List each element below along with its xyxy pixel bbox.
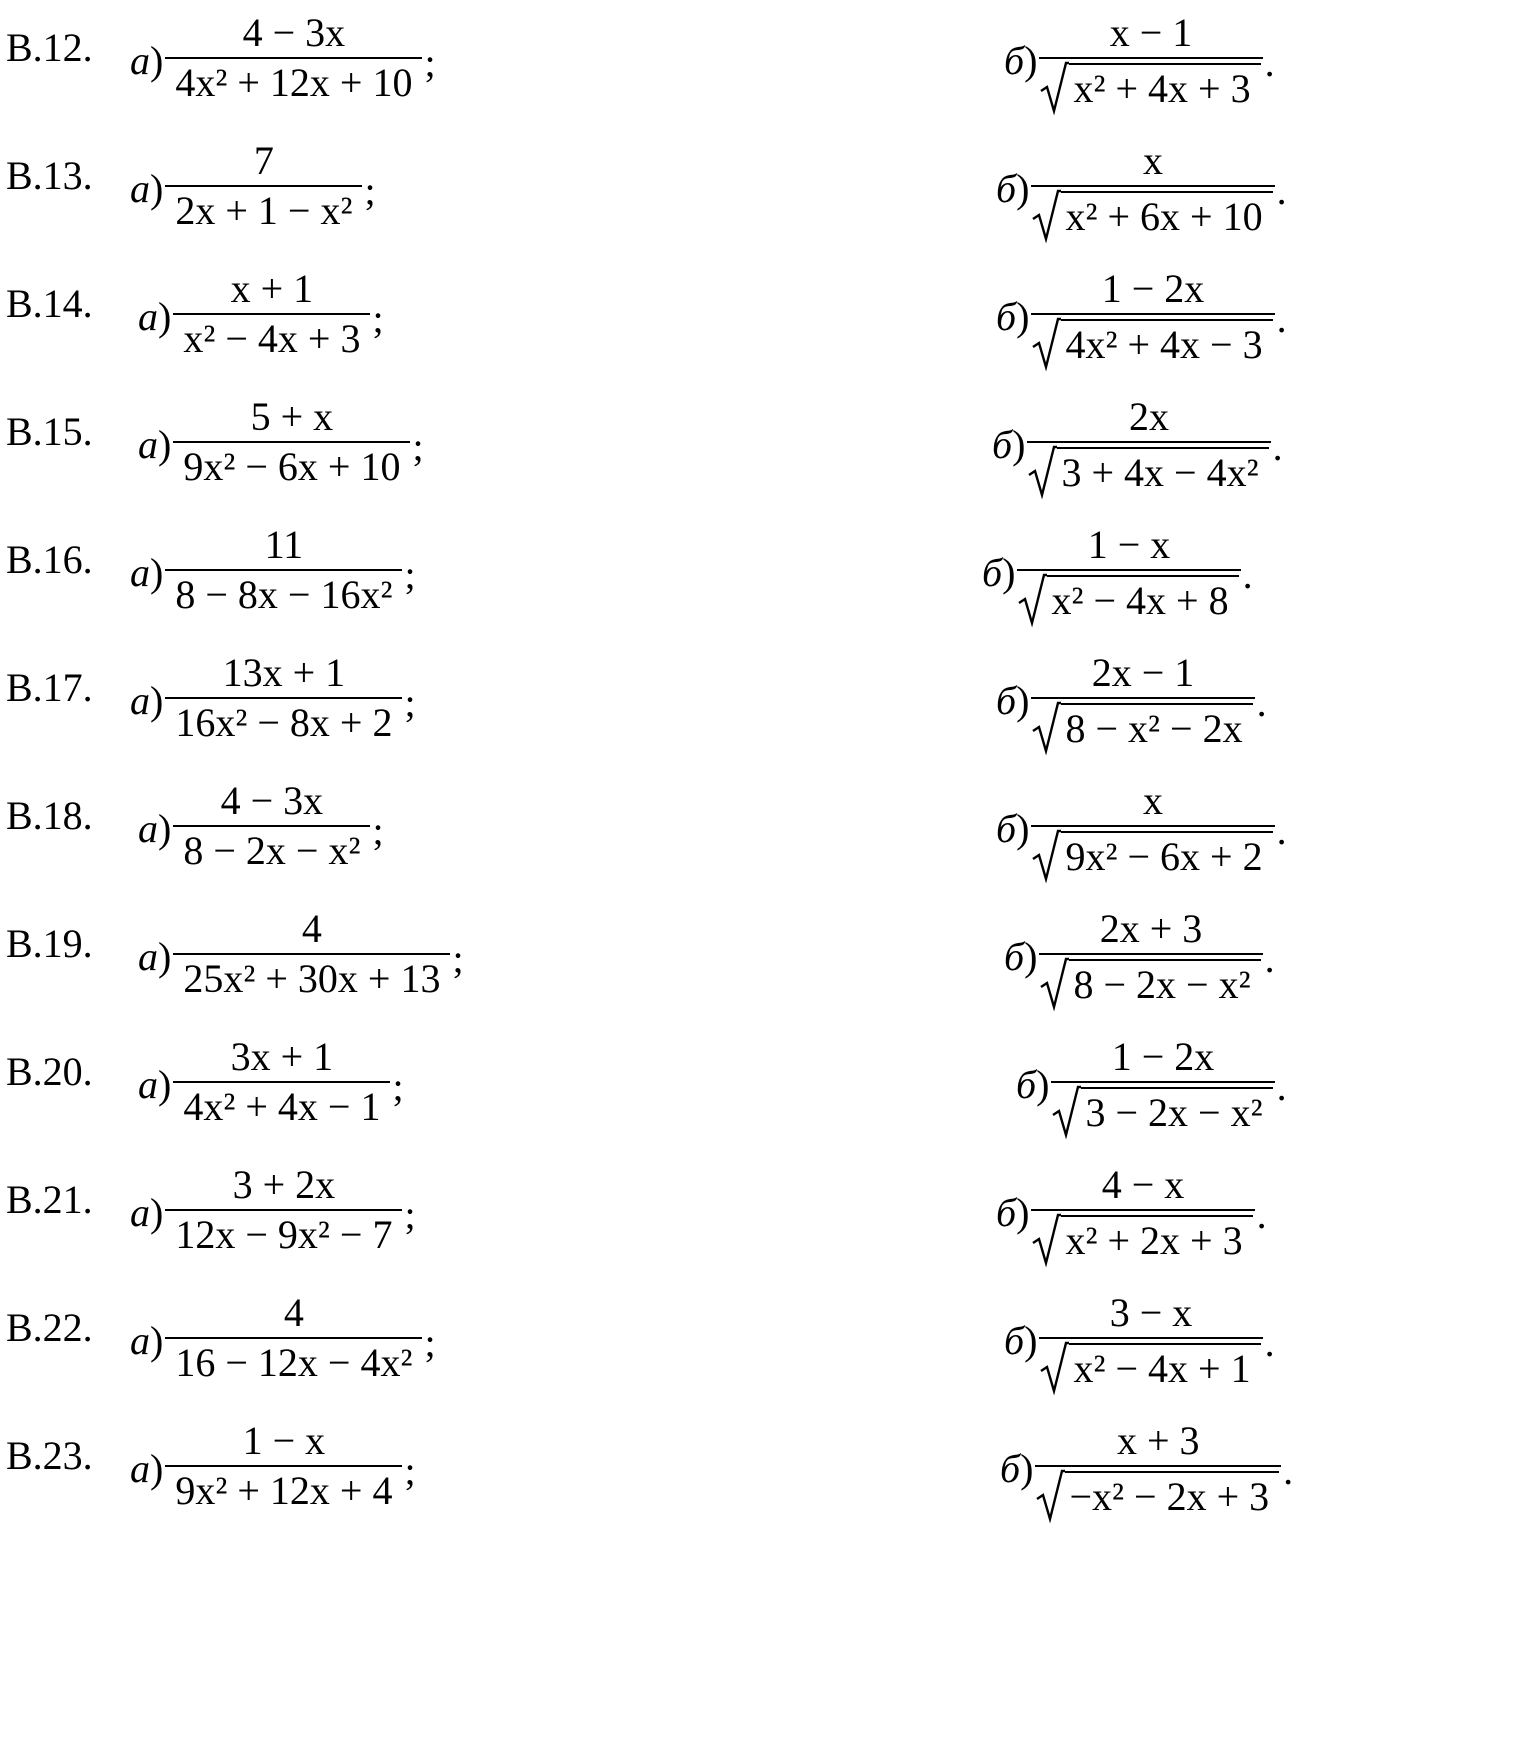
denominator: [1039, 1339, 1262, 1395]
exercise-row: [0, 0, 1523, 120]
part-a-expression: [138, 1024, 404, 1144]
exercise-row: [0, 256, 1523, 376]
part-a-label: а): [130, 1445, 164, 1491]
fraction: [165, 645, 402, 755]
fraction: [165, 1285, 422, 1395]
part-b-letter: б: [996, 293, 1017, 339]
numerator: x − 1: [1109, 10, 1193, 55]
part-a-expression: [130, 1408, 416, 1528]
fraction: [1035, 1413, 1281, 1523]
exercise-row: [0, 128, 1523, 248]
denominator: 16x² − 8x + 2: [175, 700, 393, 745]
radical-sign-icon: [1031, 699, 1061, 755]
part-b-expression: [1004, 896, 1275, 1016]
part-a-label: а): [138, 805, 172, 851]
punctuation: .: [1276, 1063, 1287, 1109]
numerator: x: [1143, 778, 1163, 823]
part-a-letter: а: [138, 293, 158, 339]
denominator: [1031, 827, 1274, 883]
radical-sign-icon: [1031, 315, 1061, 371]
numerator: 7: [253, 138, 274, 183]
part-a-letter: а: [130, 165, 150, 211]
denominator: 16 − 12x − 4x²: [175, 1340, 413, 1385]
part-a-expression: [130, 640, 416, 760]
fraction: [1039, 5, 1262, 115]
radicand: 3 + 4x − 4x²: [1057, 447, 1268, 499]
exercise-row: [0, 1280, 1523, 1400]
part-a-letter: а: [130, 37, 150, 83]
punctuation: ;: [392, 1063, 404, 1109]
radicand: 8 − 2x − x²: [1069, 959, 1260, 1011]
denominator: 25x² + 30x + 13: [183, 956, 441, 1001]
part-a-label: а): [130, 37, 164, 83]
part-b-label: б): [1000, 1445, 1034, 1491]
numerator: 11: [264, 522, 304, 567]
exercise-label: В.21.: [6, 1177, 93, 1222]
exercise-label: В.20.: [6, 1049, 93, 1094]
exercise-label: В.19.: [6, 921, 93, 966]
denominator: [1031, 187, 1274, 243]
punctuation: ;: [364, 167, 376, 213]
numerator: 2x − 1: [1091, 650, 1195, 695]
square-root: [1035, 1467, 1279, 1523]
fraction: [1031, 133, 1274, 243]
fraction: [165, 133, 362, 243]
punctuation: .: [1264, 39, 1275, 85]
square-root: [1031, 187, 1272, 243]
radicand: x² + 6x + 10: [1061, 191, 1272, 243]
square-root: [1039, 59, 1260, 115]
part-b-label: б): [1004, 1317, 1038, 1363]
denominator: 8 − 2x − x²: [183, 828, 361, 873]
numerator: 3x + 1: [230, 1034, 334, 1079]
numerator: 4 − x: [1101, 1162, 1185, 1207]
numerator: 13x + 1: [222, 650, 346, 695]
punctuation: .: [1256, 1191, 1267, 1237]
punctuation: ;: [404, 1447, 416, 1493]
square-root: [1031, 1211, 1252, 1267]
numerator: 3 − x: [1109, 1290, 1193, 1335]
radicand: x² + 4x + 3: [1069, 63, 1260, 115]
denominator: [1031, 699, 1254, 755]
square-root: [1051, 1083, 1272, 1139]
part-a-label: а): [130, 549, 164, 595]
radical-sign-icon: [1039, 59, 1069, 115]
radicand: 3 − 2x − x²: [1081, 1087, 1272, 1139]
radicand: x² − 4x + 1: [1069, 1343, 1260, 1395]
part-b-letter: б: [992, 421, 1013, 467]
punctuation: ;: [452, 935, 464, 981]
denominator: [1035, 1467, 1281, 1523]
exercise-label: В.23.: [6, 1433, 93, 1478]
exercise-label: В.18.: [6, 793, 93, 838]
fraction: [1031, 773, 1274, 883]
radical-sign-icon: [1031, 827, 1061, 883]
denominator: [1031, 1211, 1254, 1267]
exercise-label: В.17.: [6, 665, 93, 710]
radicand: 4x² + 4x − 3: [1061, 319, 1272, 371]
part-a-expression: [130, 1152, 416, 1272]
numerator: 4 − 3x: [220, 778, 324, 823]
radicand: 8 − x² − 2x: [1061, 703, 1252, 755]
part-b-label: б): [1004, 37, 1038, 83]
part-a-expression: [138, 768, 384, 888]
denominator: 12x − 9x² − 7: [175, 1212, 393, 1257]
part-b-expression: [992, 384, 1283, 504]
part-a-letter: а: [130, 677, 150, 723]
part-a-letter: а: [138, 1061, 158, 1107]
square-root: [1031, 827, 1272, 883]
denominator: 8 − 8x − 16x²: [175, 572, 393, 617]
part-b-letter: б: [996, 677, 1017, 723]
fraction: [165, 517, 402, 627]
punctuation: ;: [372, 807, 384, 853]
numerator: 1 − 2x: [1101, 266, 1205, 311]
part-b-letter: б: [996, 165, 1017, 211]
part-a-expression: [138, 384, 424, 504]
part-b-label: б): [982, 549, 1016, 595]
numerator: 2x: [1129, 394, 1169, 439]
exercise-row: [0, 768, 1523, 888]
numerator: 4: [301, 906, 322, 951]
square-root: [1017, 571, 1238, 627]
punctuation: ;: [404, 551, 416, 597]
part-b-label: б): [1004, 933, 1038, 979]
part-a-label: а): [138, 421, 172, 467]
fraction: [173, 901, 450, 1011]
part-a-label: а): [138, 293, 172, 339]
part-b-expression: [996, 256, 1287, 376]
exercise-row: [0, 896, 1523, 1016]
fraction: [1031, 1157, 1254, 1267]
punctuation: ;: [404, 1191, 416, 1237]
part-a-label: а): [130, 1317, 164, 1363]
numerator: x + 3: [1117, 1418, 1200, 1463]
part-b-letter: б: [982, 549, 1003, 595]
fraction: [1039, 1285, 1262, 1395]
fraction: [1031, 645, 1254, 755]
fraction: [165, 1157, 402, 1267]
radical-sign-icon: [1039, 955, 1069, 1011]
radicand: 9x² − 6x + 2: [1061, 831, 1272, 883]
radical-sign-icon: [1017, 571, 1047, 627]
part-b-label: б): [992, 421, 1026, 467]
part-a-letter: а: [130, 1445, 150, 1491]
exercise-label: В.12.: [6, 25, 93, 70]
part-b-letter: б: [1004, 1317, 1025, 1363]
denominator: 4x² + 4x − 1: [183, 1084, 381, 1129]
numerator: x: [1143, 138, 1163, 183]
numerator: 4: [283, 1290, 304, 1335]
denominator: [1039, 59, 1262, 115]
exercise-label: В.16.: [6, 537, 93, 582]
numerator: 3 + 2x: [232, 1162, 336, 1207]
punctuation: ;: [412, 423, 424, 469]
part-b-expression: [996, 128, 1287, 248]
denominator: [1031, 315, 1274, 371]
numerator: 5 + x: [250, 394, 334, 439]
square-root: [1027, 443, 1268, 499]
part-a-letter: а: [138, 421, 158, 467]
punctuation: .: [1276, 167, 1287, 213]
denominator: [1027, 443, 1270, 499]
radical-sign-icon: [1035, 1467, 1065, 1523]
part-b-label: б): [1016, 1061, 1050, 1107]
radical-sign-icon: [1039, 1339, 1069, 1395]
exercise-row: [0, 1152, 1523, 1272]
punctuation: .: [1264, 935, 1275, 981]
denominator: 4x² + 12x + 10: [175, 60, 413, 105]
part-b-expression: [996, 640, 1267, 760]
radical-sign-icon: [1051, 1083, 1081, 1139]
part-a-letter: а: [138, 933, 158, 979]
part-a-label: а): [138, 933, 172, 979]
part-a-expression: [138, 256, 384, 376]
part-a-expression: [130, 0, 436, 120]
punctuation: .: [1242, 551, 1253, 597]
part-b-expression: [1016, 1024, 1287, 1144]
part-b-expression: [996, 1152, 1267, 1272]
fraction: [165, 5, 422, 115]
fraction: [1039, 901, 1262, 1011]
exercise-row: [0, 1024, 1523, 1144]
denominator: 9x² − 6x + 10: [183, 444, 401, 489]
fraction: [173, 389, 410, 499]
fraction: [173, 1029, 390, 1139]
part-a-letter: а: [138, 805, 158, 851]
numerator: 4 − 3x: [242, 10, 346, 55]
part-a-expression: [130, 512, 416, 632]
part-b-label: б): [996, 1189, 1030, 1235]
part-a-label: а): [130, 1189, 164, 1235]
denominator: 9x² + 12x + 4: [175, 1468, 393, 1513]
numerator: 1 − 2x: [1111, 1034, 1215, 1079]
part-b-label: б): [996, 293, 1030, 339]
exercise-row: [0, 384, 1523, 504]
part-b-letter: б: [996, 1189, 1017, 1235]
square-root: [1031, 699, 1252, 755]
part-a-label: а): [130, 165, 164, 211]
square-root: [1039, 955, 1260, 1011]
punctuation: .: [1272, 423, 1283, 469]
fraction: [1031, 261, 1274, 371]
part-b-expression: [1004, 1280, 1275, 1400]
fraction: [1017, 517, 1240, 627]
fraction: [165, 1413, 402, 1523]
part-b-letter: б: [1004, 37, 1025, 83]
denominator: 2x + 1 − x²: [175, 188, 353, 233]
radicand: −x² − 2x + 3: [1065, 1471, 1279, 1523]
part-b-letter: б: [1004, 933, 1025, 979]
punctuation: .: [1283, 1447, 1294, 1493]
fraction: [1051, 1029, 1274, 1139]
part-b-expression: [1000, 1408, 1293, 1528]
denominator: [1051, 1083, 1274, 1139]
exercise-row: [0, 512, 1523, 632]
part-b-letter: б: [996, 805, 1017, 851]
punctuation: .: [1276, 295, 1287, 341]
part-b-letter: б: [1016, 1061, 1037, 1107]
part-a-label: а): [130, 677, 164, 723]
numerator: 1 − x: [242, 1418, 326, 1463]
part-a-letter: а: [130, 549, 150, 595]
punctuation: .: [1264, 1319, 1275, 1365]
fraction: [173, 261, 370, 371]
square-root: [1039, 1339, 1260, 1395]
part-a-letter: а: [130, 1317, 150, 1363]
radicand: x² + 2x + 3: [1061, 1215, 1252, 1267]
part-b-expression: [1004, 0, 1275, 120]
punctuation: ;: [372, 295, 384, 341]
punctuation: ;: [424, 39, 436, 85]
part-a-letter: а: [130, 1189, 150, 1235]
exercise-row: [0, 1408, 1523, 1528]
exercise-row: [0, 640, 1523, 760]
denominator: x² − 4x + 3: [183, 316, 361, 361]
part-a-expression: [130, 128, 376, 248]
square-root: [1031, 315, 1272, 371]
exercise-label: В.15.: [6, 409, 93, 454]
part-b-label: б): [996, 805, 1030, 851]
numerator: 1 − x: [1087, 522, 1171, 567]
punctuation: .: [1276, 807, 1287, 853]
numerator: 2x + 3: [1099, 906, 1203, 951]
exercise-label: В.22.: [6, 1305, 93, 1350]
radical-sign-icon: [1031, 1211, 1061, 1267]
radical-sign-icon: [1027, 443, 1057, 499]
exercise-label: В.13.: [6, 153, 93, 198]
punctuation: ;: [424, 1319, 436, 1365]
part-a-label: а): [138, 1061, 172, 1107]
part-a-expression: [138, 896, 464, 1016]
punctuation: .: [1256, 679, 1267, 725]
fraction: [173, 773, 370, 883]
part-a-expression: [130, 1280, 436, 1400]
part-b-expression: [996, 768, 1287, 888]
punctuation: ;: [404, 679, 416, 725]
radical-sign-icon: [1031, 187, 1061, 243]
fraction: [1027, 389, 1270, 499]
part-b-letter: б: [1000, 1445, 1021, 1491]
exercise-label: В.14.: [6, 281, 93, 326]
part-b-label: б): [996, 677, 1030, 723]
part-b-expression: [982, 512, 1253, 632]
part-b-label: б): [996, 165, 1030, 211]
numerator: x + 1: [230, 266, 314, 311]
radicand: x² − 4x + 8: [1047, 575, 1238, 627]
denominator: [1017, 571, 1240, 627]
denominator: [1039, 955, 1262, 1011]
